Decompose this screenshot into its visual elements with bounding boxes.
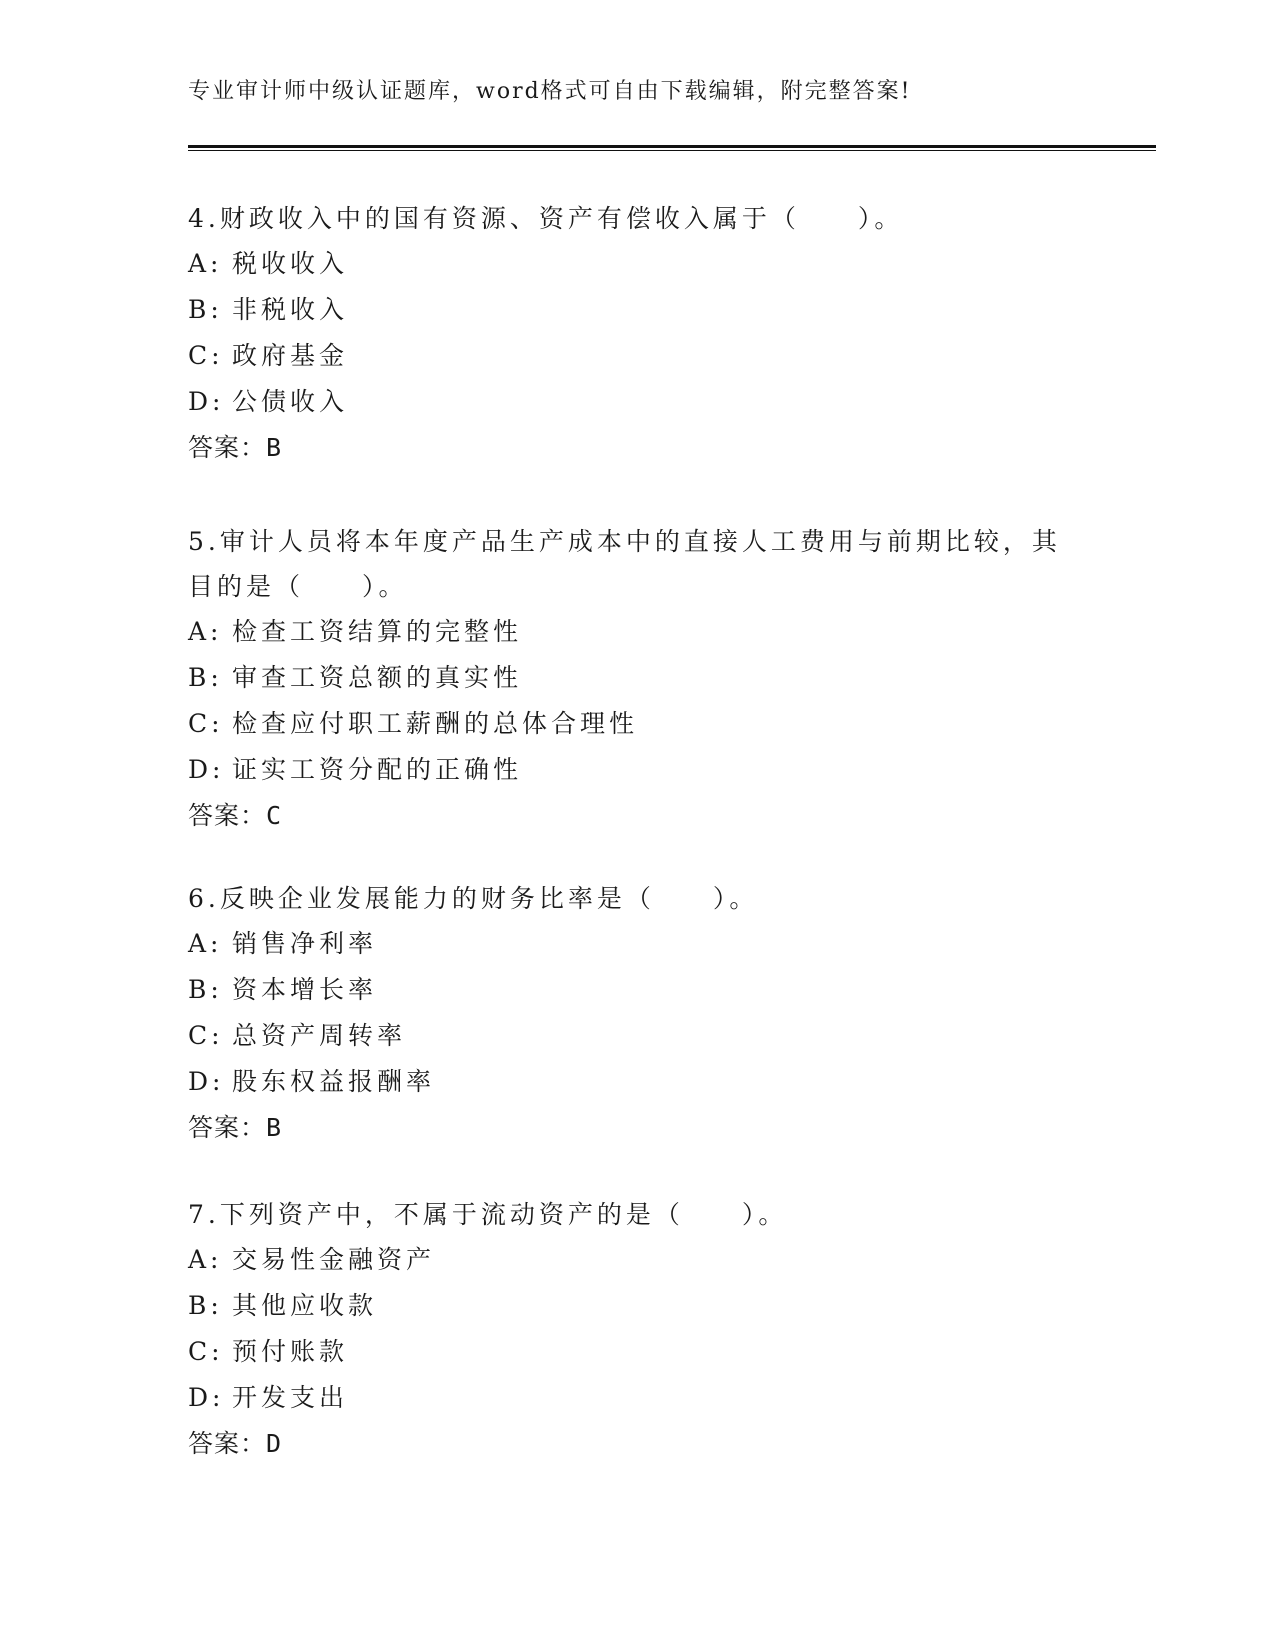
answer-label: 答案： — [188, 1113, 267, 1142]
answer-value: D — [266, 1429, 282, 1458]
option-d — [188, 1375, 1088, 1421]
option-key: A: — [188, 1245, 223, 1274]
answer-label: 答案： — [188, 1429, 267, 1458]
option-d — [188, 1059, 1088, 1105]
option-text: 预付账款 — [232, 1337, 349, 1366]
question-5 — [188, 519, 1088, 839]
question-stem: 7.下列资产中，不属于流动资产的是（ ）。 — [188, 1200, 788, 1229]
option-a — [188, 1237, 1088, 1283]
option-text: 税收收入 — [232, 249, 349, 278]
option-key: C: — [188, 341, 224, 370]
answer-label: 答案： — [188, 433, 267, 462]
option-b — [188, 1283, 1088, 1329]
option-key: B: — [188, 1291, 223, 1320]
option-a — [188, 921, 1088, 967]
option-d — [188, 379, 1088, 425]
option-c — [188, 333, 1088, 379]
option-d — [188, 747, 1088, 793]
option-c — [188, 1013, 1088, 1059]
question-4 — [188, 196, 1088, 471]
option-key: A: — [188, 929, 223, 958]
option-b — [188, 967, 1088, 1013]
option-text: 检查工资结算的完整性 — [232, 617, 523, 646]
option-text: 股东权益报酬率 — [232, 1067, 436, 1096]
option-key: C: — [188, 1337, 224, 1366]
option-text: 总资产周转率 — [232, 1021, 407, 1050]
answer-label: 答案： — [188, 801, 267, 830]
option-text: 开发支出 — [232, 1383, 349, 1412]
option-key: D: — [188, 1383, 225, 1412]
question-7 — [188, 1192, 1088, 1467]
option-text: 其他应收款 — [232, 1291, 378, 1320]
option-text: 交易性金融资产 — [232, 1245, 436, 1274]
option-key: A: — [188, 249, 223, 278]
option-text: 检查应付职工薪酬的总体合理性 — [232, 709, 639, 738]
answer-line — [188, 793, 1088, 839]
question-6 — [188, 876, 1088, 1151]
header-divider — [188, 145, 1156, 151]
option-key: B: — [188, 663, 223, 692]
option-key: D: — [188, 387, 225, 416]
question-stem: 6.反映企业发展能力的财务比率是（ ）。 — [188, 884, 759, 913]
option-key: D: — [188, 1067, 225, 1096]
option-text: 非税收入 — [232, 295, 349, 324]
option-b — [188, 655, 1088, 701]
answer-value: B — [266, 433, 282, 462]
answer-value: C — [266, 801, 282, 830]
option-b — [188, 287, 1088, 333]
answer-value: B — [266, 1113, 282, 1142]
option-key: C: — [188, 709, 224, 738]
option-key: B: — [188, 975, 223, 1004]
option-a — [188, 609, 1088, 655]
option-key: B: — [188, 295, 223, 324]
option-key: D: — [188, 755, 225, 784]
option-text: 资本增长率 — [232, 975, 378, 1004]
option-c — [188, 1329, 1088, 1375]
option-text: 公债收入 — [232, 387, 349, 416]
question-stem: 4.财政收入中的国有资源、资产有偿收入属于（ ）。 — [188, 204, 904, 233]
option-a — [188, 241, 1088, 287]
answer-line — [188, 425, 1088, 471]
option-text: 证实工资分配的正确性 — [232, 755, 523, 784]
answer-line — [188, 1105, 1088, 1151]
option-key: A: — [188, 617, 223, 646]
page-header-text: 专业审计师中级认证题库，word格式可自由下载编辑，附完整答案! — [188, 79, 912, 104]
option-text: 审查工资总额的真实性 — [232, 663, 523, 692]
question-stem: 5.审计人员将本年度产品生产成本中的直接人工费用与前期比较，其目的是（ ）。 — [188, 527, 1061, 601]
option-key: C: — [188, 1021, 224, 1050]
option-text: 政府基金 — [232, 341, 349, 370]
option-text: 销售净利率 — [232, 929, 378, 958]
option-c — [188, 701, 1088, 747]
answer-line — [188, 1421, 1088, 1467]
